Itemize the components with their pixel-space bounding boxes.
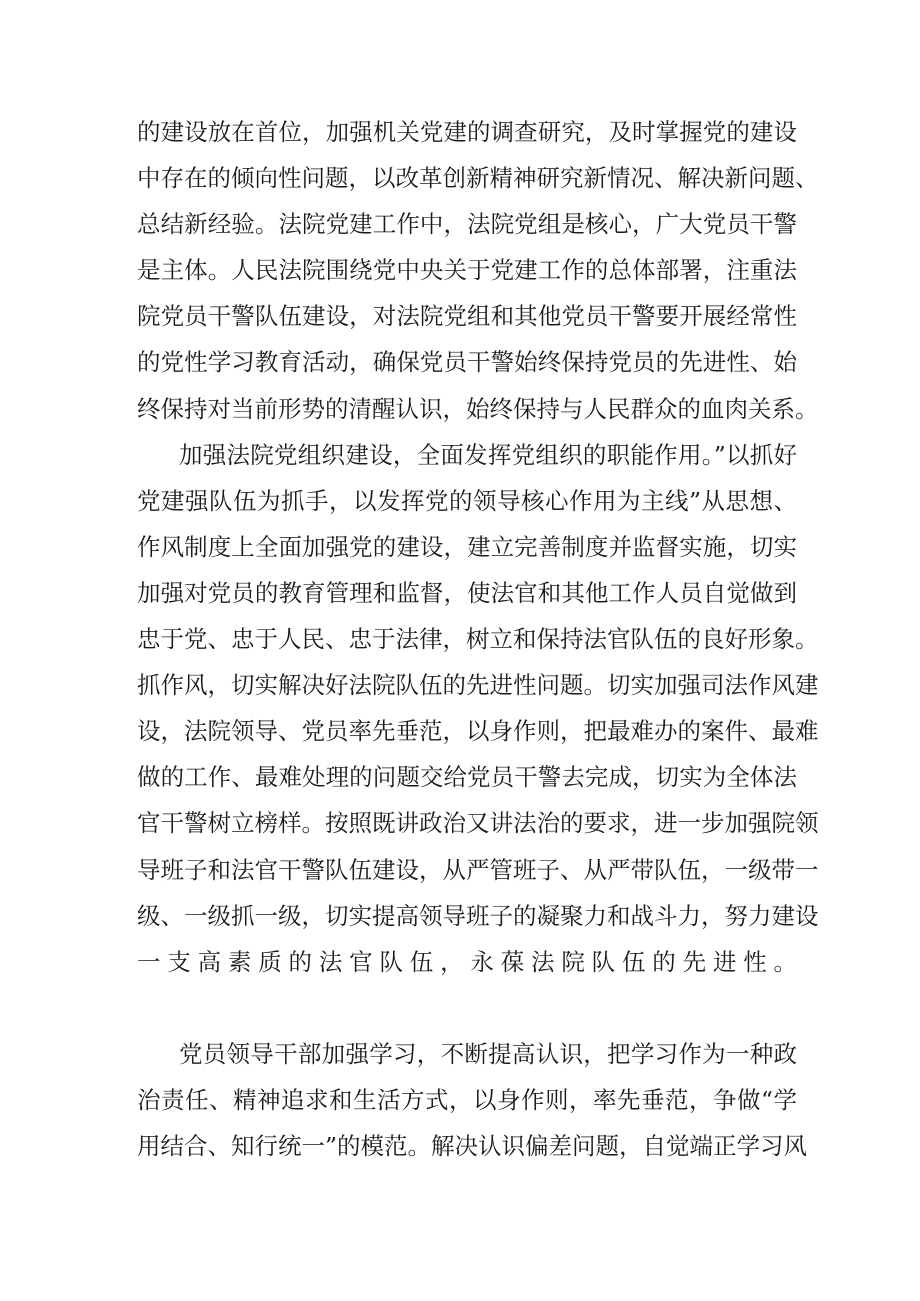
paragraph-1 <box>137 109 819 432</box>
text-line: 治责任、精神追求和生活方式，以身作则，率先垂范，争做“学 <box>137 1085 797 1114</box>
text-line: 加强法院党组织建设，全面发挥党组织的职能作用。”以抓好 <box>179 440 797 469</box>
text-line: 设，法院领导、党员率先垂范，以身作则，把最难办的案件、最难 <box>137 717 819 746</box>
text-line: 终保持对当前形势的清醒认识，始终保持与人民群众的血肉关系。 <box>137 394 819 423</box>
paragraph-3 <box>137 1031 808 1169</box>
text-line: 忠于党、忠于人民、忠于法律，树立和保持法官队伍的良好形象。 <box>137 625 819 654</box>
text-line: 一支高素质的法官队伍，永葆法院队伍的先进性。 <box>137 947 797 976</box>
text-line: 官干警树立榜样。按照既讲政治又讲法治的要求，进一步加强院领 <box>137 809 819 838</box>
text-line: 用结合、知行统一”的模范。解决认识偏差问题，自觉端正学习风 <box>137 1132 808 1161</box>
text-line: 中存在的倾向性问题，以改革创新精神研究新情况、解决新问题、 <box>137 164 819 193</box>
text-line: 级、一级抓一级，切实提高领导班子的凝聚力和战斗力，努力建设 <box>137 901 819 930</box>
text-line: 加强对党员的教育管理和监督，使法官和其他工作人员自觉做到 <box>137 578 797 607</box>
text-line: 党建强队伍为抓手，以发挥党的领导核心作用为主线”从思想、 <box>137 486 797 515</box>
paragraph-2 <box>137 432 819 1031</box>
text-line <box>137 985 797 1031</box>
document-body <box>137 109 819 1169</box>
text-line: 做的工作、最难处理的问题交给党员干警去完成，切实为全体法 <box>137 763 797 792</box>
text-line: 抓作风，切实解决好法院队伍的先进性问题。切实加强司法作风建 <box>137 671 819 700</box>
text-line: 导班子和法官干警队伍建设，从严管班子、从严带队伍，一级带一 <box>137 855 819 884</box>
text-line: 是主体。人民法院围绕党中央关于党建工作的总体部署，注重法 <box>137 256 797 285</box>
text-line: 党员领导干部加强学习，不断提高认识，把学习作为一种政 <box>179 1039 797 1068</box>
text-line: 院党员干警队伍建设，对法院党组和其他党员干警要开展经常性 <box>137 302 797 331</box>
text-line: 的建设放在首位，加强机关党建的调查研究，及时掌握党的建设 <box>137 118 797 146</box>
text-line: 的党性学习教育活动，确保党员干警始终保持党员的先进性、始 <box>137 348 797 377</box>
text-line: 作风制度上全面加强党的建设，建立完善制度并监督实施，切实 <box>137 532 797 561</box>
text-line: 总结新经验。法院党建工作中，法院党组是核心，广大党员干警 <box>137 210 797 239</box>
